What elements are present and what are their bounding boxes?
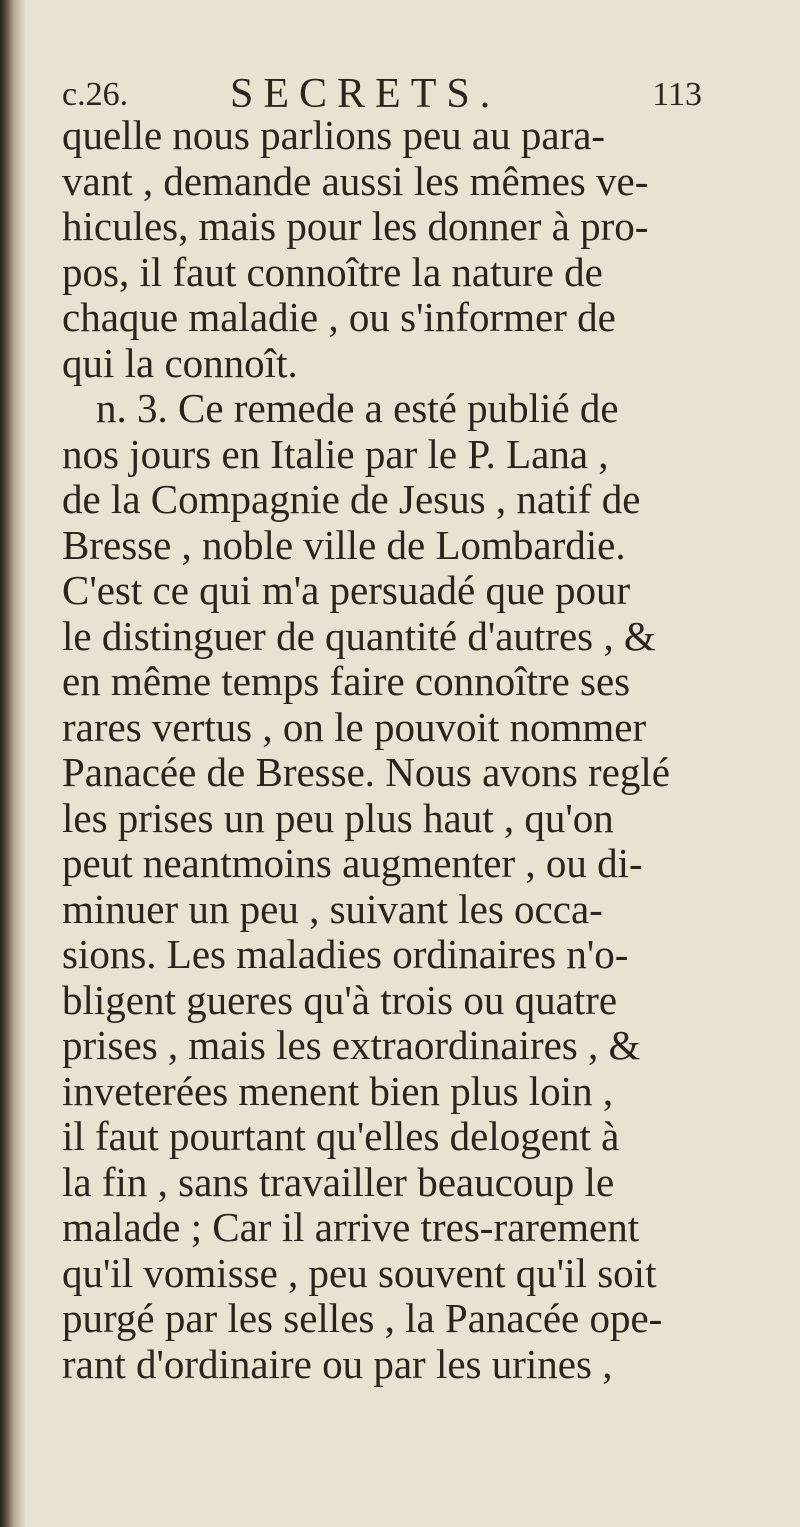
text-line: qu'il vomisse , peu souvent qu'il soit [62, 1249, 657, 1296]
text-line: peut neantmoins augmenter , ou di- [62, 840, 643, 886]
running-head [62, 70, 710, 116]
text-line: prises , mais les extraordinaires , & [62, 1022, 641, 1068]
text-line: rares vertus , on le pouvoit nommer [62, 703, 647, 750]
page-gutter-shadow [0, 0, 26, 1527]
running-title: SECRETS. [230, 71, 501, 117]
text-line: les prises un peu plus haut , qu'on [62, 794, 614, 841]
body-text [62, 113, 712, 1387]
text-line: sions. Les maladies ordinaires n'o- [62, 931, 629, 977]
text-line: chaque maladie , ou s'informer de [62, 294, 616, 340]
text-line: malade ; Car il arrive tres-rarement [62, 1204, 640, 1250]
text-line: rant d'ordinaire ou par les urines , [62, 1340, 613, 1387]
text-line: quelle nous parlions peu au para- [62, 112, 606, 158]
text-line: de la Compagnie de Jesus , natif de [62, 476, 641, 522]
text-line: minuer un peu , suivant les occa- [62, 885, 603, 932]
text-line: il faut pourtant qu'elles delogent à [62, 1113, 620, 1159]
text-line: la fin , sans travailler beaucoup le [62, 1158, 615, 1205]
text-line: qui la connoît. [62, 339, 298, 386]
text-line: inveterées menent bien plus loin , [62, 1067, 614, 1114]
text-line: bligent gueres qu'à trois ou quatre [62, 976, 618, 1023]
text-line: le distinguer de quantité d'autres , & [62, 612, 656, 659]
text-line: hicules, mais pour les donner à pro- [62, 203, 649, 249]
text-line: Bresse , noble ville de Lombardie. [62, 521, 626, 568]
text-line: pos, il faut connoître la nature de [62, 248, 603, 295]
text-line: n. 3. Ce remede a esté publié de [96, 385, 619, 431]
text-line: en même temps faire connoître ses [62, 658, 631, 704]
text-line: Panacée de Bresse. Nous avons reglé [62, 749, 670, 795]
text-line: vant , demande aussi les mêmes ve- [62, 157, 649, 204]
text-line: C'est ce qui m'a persuadé que pour [62, 567, 631, 613]
chapter-reference: c.26. [62, 76, 129, 113]
text-line: nos jours en Italie par le P. Lana , [62, 430, 609, 477]
text-line: purgé par les selles , la Panacée ope- [62, 1295, 663, 1341]
page-number: 113 [652, 76, 702, 113]
